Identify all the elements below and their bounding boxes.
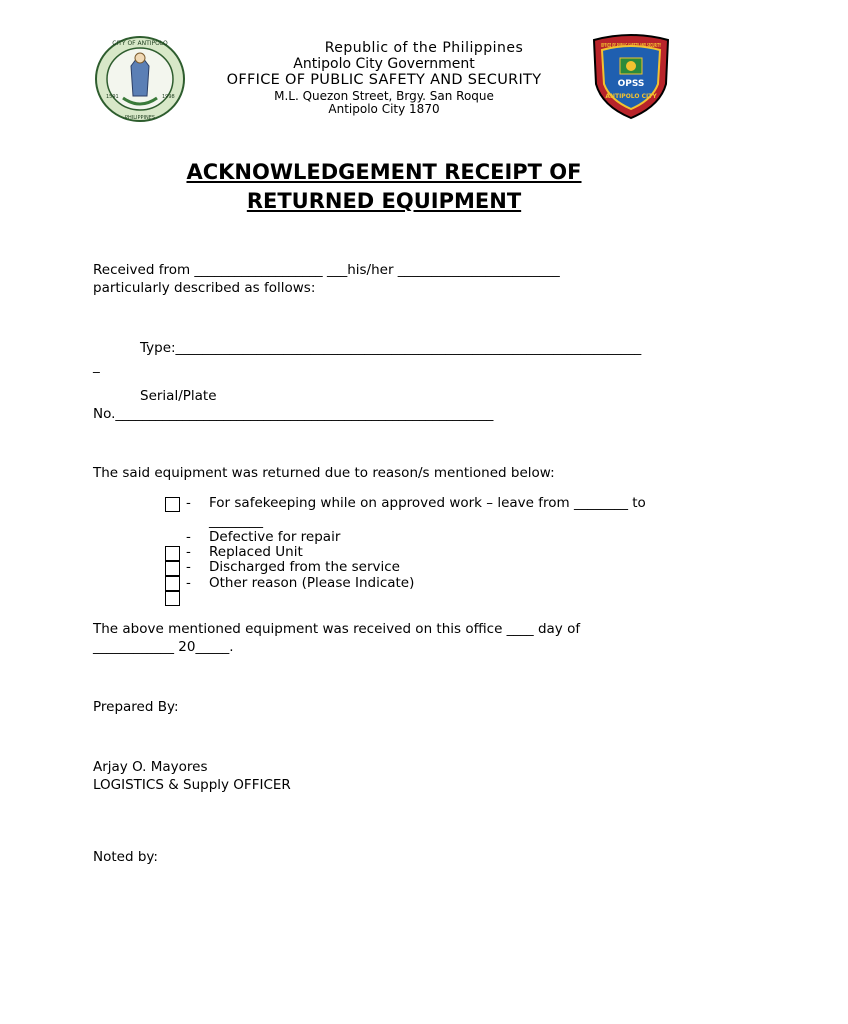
received-on-line-wrap: ____________ 20_____. — [93, 639, 234, 655]
checkbox-discharged[interactable] — [165, 576, 180, 591]
header-city-government: Antipolo City Government — [293, 56, 475, 72]
officer-name: Arjay O. Mayores — [93, 759, 208, 775]
reason-intro: The said equipment was returned due to reason/s mentioned below: — [93, 465, 555, 481]
header-republic: Republic of the Philippines — [324, 40, 524, 56]
seal-year-left: 1591 — [106, 94, 119, 100]
seal-ring-bottom: PHILIPPINES — [124, 115, 156, 121]
reason-dash: - — [186, 529, 191, 545]
checkbox-replaced[interactable] — [165, 561, 180, 576]
reason-replaced: Replaced Unit — [209, 544, 303, 560]
document-title-line2: RETURNED EQUIPMENT — [246, 189, 522, 213]
type-line-wrap: _ — [93, 358, 100, 374]
seal-year-right: 1998 — [162, 94, 175, 100]
reason-dash: - — [186, 495, 191, 511]
reason-safekeeping: For safekeeping while on approved work – leave from ________ to — [209, 495, 646, 511]
reason-safekeeping-wrap: ________ — [209, 513, 263, 529]
seal-ring-top: CITY OF ANTIPOLO — [112, 40, 168, 47]
described-as-follows: particularly described as follows: — [93, 280, 316, 296]
header-address-street: M.L. Quezon Street, Brgy. San Roque — [274, 89, 494, 103]
officer-title: LOGISTICS & Supply OFFICER — [93, 777, 291, 793]
header-office-name: OFFICE OF PUBLIC SAFETY AND SECURITY — [226, 72, 542, 88]
checkbox-safekeeping[interactable] — [165, 497, 180, 512]
reason-dash: - — [186, 575, 191, 591]
badge-bottom-text: ANTIPOLO CITY — [605, 93, 657, 100]
reason-dash: - — [186, 544, 191, 560]
reason-other: Other reason (Please Indicate) — [209, 575, 415, 591]
header-address-city: Antipolo City 1870 — [328, 102, 440, 116]
checkbox-defective[interactable] — [165, 546, 180, 561]
badge-top-text: OFFICE OF PUBLIC SAFETY AND SECURITY — [601, 43, 662, 49]
badge-center-text: OPSS — [617, 79, 645, 89]
type-line: Type:_____________________________________________________________________ — [140, 340, 642, 356]
received-from-line: Received from ___________________ ___his/her ________________________ — [93, 262, 560, 278]
reason-discharged: Discharged from the service — [209, 559, 400, 575]
prepared-by-label: Prepared By: — [93, 699, 179, 715]
checkbox-other[interactable] — [165, 591, 180, 606]
noted-by-label: Noted by: — [93, 849, 158, 865]
reason-dash: - — [186, 559, 191, 575]
serial-plate-label: Serial/Plate — [140, 388, 217, 404]
received-on-line: The above mentioned equipment was received on this office ____ day of — [93, 621, 581, 637]
serial-plate-line: No.________________________________________________________ — [93, 406, 494, 422]
document-title-line1: ACKNOWLEDGEMENT RECEIPT OF — [186, 160, 582, 184]
reason-defective: Defective for repair — [209, 529, 341, 545]
